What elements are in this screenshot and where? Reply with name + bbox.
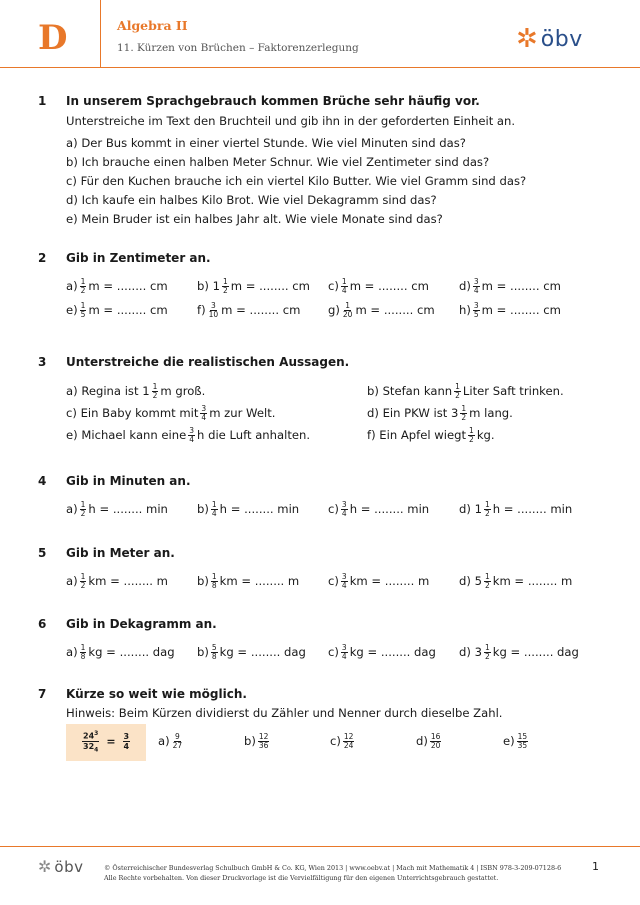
exercise-number: 4 (38, 474, 47, 488)
star-burst-icon: ✲ (38, 857, 52, 876)
list-item: c) Für den Kuchen brauche ich ein viertel Kilo Butter. Wie viel Gramm sind das? (66, 174, 527, 188)
task-item: d) $\frac{16}{20}$ (416, 732, 441, 750)
exercise-title: Gib in Meter an. (66, 546, 175, 560)
statement-item: c) Ein Baby kommt mit $\frac{3}{4}$ m zur Welt. (66, 404, 276, 422)
statement-item: b) Stefan kann $\frac{1}{2}$ Liter Saft trinken. (367, 382, 564, 400)
exercise-number: 7 (38, 687, 47, 701)
list-item: b) Ich brauche einen halben Meter Schnur. Wie viel Zentimeter sind das? (66, 155, 490, 169)
page-number: 1 (592, 860, 599, 873)
exercise-title: In unserem Sprachgebrauch kommen Brüche sehr häufig vor. (66, 94, 480, 108)
task-item: e) $\frac{1}{5}$ m = ........ cm (66, 301, 168, 319)
list-item: a) Der Bus kommt in einer viertel Stunde. Wie viel Minuten sind das? (66, 136, 466, 150)
task-item: a) $\frac{1}{8}$ kg = ........ dag (66, 643, 175, 661)
task-item: f) $\frac{3}{10}$ m = ........ cm (197, 301, 301, 319)
task-item: b) $\frac{1}{8}$ km = ........ m (197, 572, 300, 590)
exercise-title: Kürze so weit wie möglich. (66, 687, 247, 701)
task-item: a) $\frac{1}{2}$ h = ........ min (66, 500, 168, 518)
exercise-title: Gib in Minuten an. (66, 474, 191, 488)
task-item: c) $\frac{12}{24}$ (330, 732, 354, 750)
page-header (0, 0, 640, 68)
task-item: a) $\frac{1}{2}$ km = ........ m (66, 572, 168, 590)
task-item: g) $\frac{1}{20}$ m = ........ cm (328, 301, 435, 319)
header-rule (0, 67, 640, 68)
task-item: a) $\frac{9}{27}$ (158, 732, 183, 750)
list-item: e) Mein Bruder ist ein halbes Jahr alt. Wie viele Monate sind das? (66, 212, 443, 226)
task-item: b) 1 $\frac{1}{2}$ m = ........ cm (197, 277, 310, 295)
example-fraction: $\frac{24^3}{32_4}$ (83, 730, 99, 754)
exercise-number: 6 (38, 617, 47, 631)
chapter-letter: D (38, 18, 68, 58)
task-item: b) $\frac{1}{4}$ h = ........ min (197, 500, 300, 518)
example-result: $\frac{3}{4}$ (123, 732, 130, 752)
exercise-number: 5 (38, 546, 47, 560)
statement-item: d) Ein PKW ist 3 $\frac{1}{2}$ m lang. (367, 404, 513, 422)
task-item: d) $\frac{3}{4}$ m = ........ cm (459, 277, 561, 295)
task-item: c) $\frac{3}{4}$ kg = ........ dag (328, 643, 436, 661)
task-item: c) $\frac{1}{4}$ m = ........ cm (328, 277, 429, 295)
task-item: d) 5 $\frac{1}{2}$ km = ........ m (459, 572, 573, 590)
task-item: b) $\frac{12}{36}$ (244, 732, 269, 750)
exercise-number: 1 (38, 94, 47, 108)
chapter-title: Algebra II (117, 18, 188, 33)
task-item: c) $\frac{3}{4}$ h = ........ min (328, 500, 430, 518)
statement-item: e) Michael kann eine $\frac{3}{4}$ h die Luft anhalten. (66, 426, 311, 444)
exercise-number: 3 (38, 355, 47, 369)
task-item: a) $\frac{1}{2}$ m = ........ cm (66, 277, 168, 295)
star-burst-icon: ✲ (516, 24, 538, 54)
task-item: e) $\frac{15}{35}$ (503, 732, 528, 750)
task-item: c) $\frac{3}{4}$ km = ........ m (328, 572, 430, 590)
exercise-title: Gib in Dekagramm an. (66, 617, 217, 631)
footer-rule (0, 846, 640, 847)
example-box: $\frac{24^3}{32_4}$ = $\frac{3}{4}$ (66, 724, 146, 761)
chapter-subtitle: 11. Kürzen von Brüchen – Faktorenzerlegung (117, 42, 359, 54)
task-item: d) 3 $\frac{1}{2}$ kg = ........ dag (459, 643, 579, 661)
exercise-instruction: Unterstreiche im Text den Bruchteil und gib ihn in der geforderten Einheit an. (66, 114, 516, 128)
header-divider (100, 0, 101, 68)
exercise-title: Unterstreiche die realistischen Aussagen. (66, 355, 350, 369)
exercise-title: Gib in Zentimeter an. (66, 251, 211, 265)
statement-item: a) Regina ist 1 $\frac{1}{2}$ m groß. (66, 382, 206, 400)
exercise-number: 2 (38, 251, 47, 265)
publisher-logo: ✲ öbv (516, 24, 583, 54)
copyright-text: © Österreichischer Bundesverlag Schulbuch GmbH & Co. KG, Wien 2013 | www.oebv.at | Mach mit Mathematik 4 | ISBN 978-3-209-07128-6 Alle Rechte vorbehalten. Von dieser Druckvorlage ist die Vervielfältigung für den eigenen Unterrichtsgebrauch gestattet. (104, 864, 562, 882)
exercise-hint: Hinweis: Beim Kürzen dividierst du Zähler und Nenner durch dieselbe Zahl. (66, 706, 503, 720)
list-item: d) Ich kaufe ein halbes Kilo Brot. Wie viel Dekagramm sind das? (66, 193, 437, 207)
task-item: h) $\frac{3}{5}$ m = ........ cm (459, 301, 561, 319)
task-item: b) $\frac{5}{8}$ kg = ........ dag (197, 643, 306, 661)
footer-logo: ✲ öbv (38, 857, 84, 876)
task-item: d) 1 $\frac{1}{2}$ h = ........ min (459, 500, 573, 518)
statement-item: f) Ein Apfel wiegt $\frac{1}{2}$ kg. (367, 426, 495, 444)
